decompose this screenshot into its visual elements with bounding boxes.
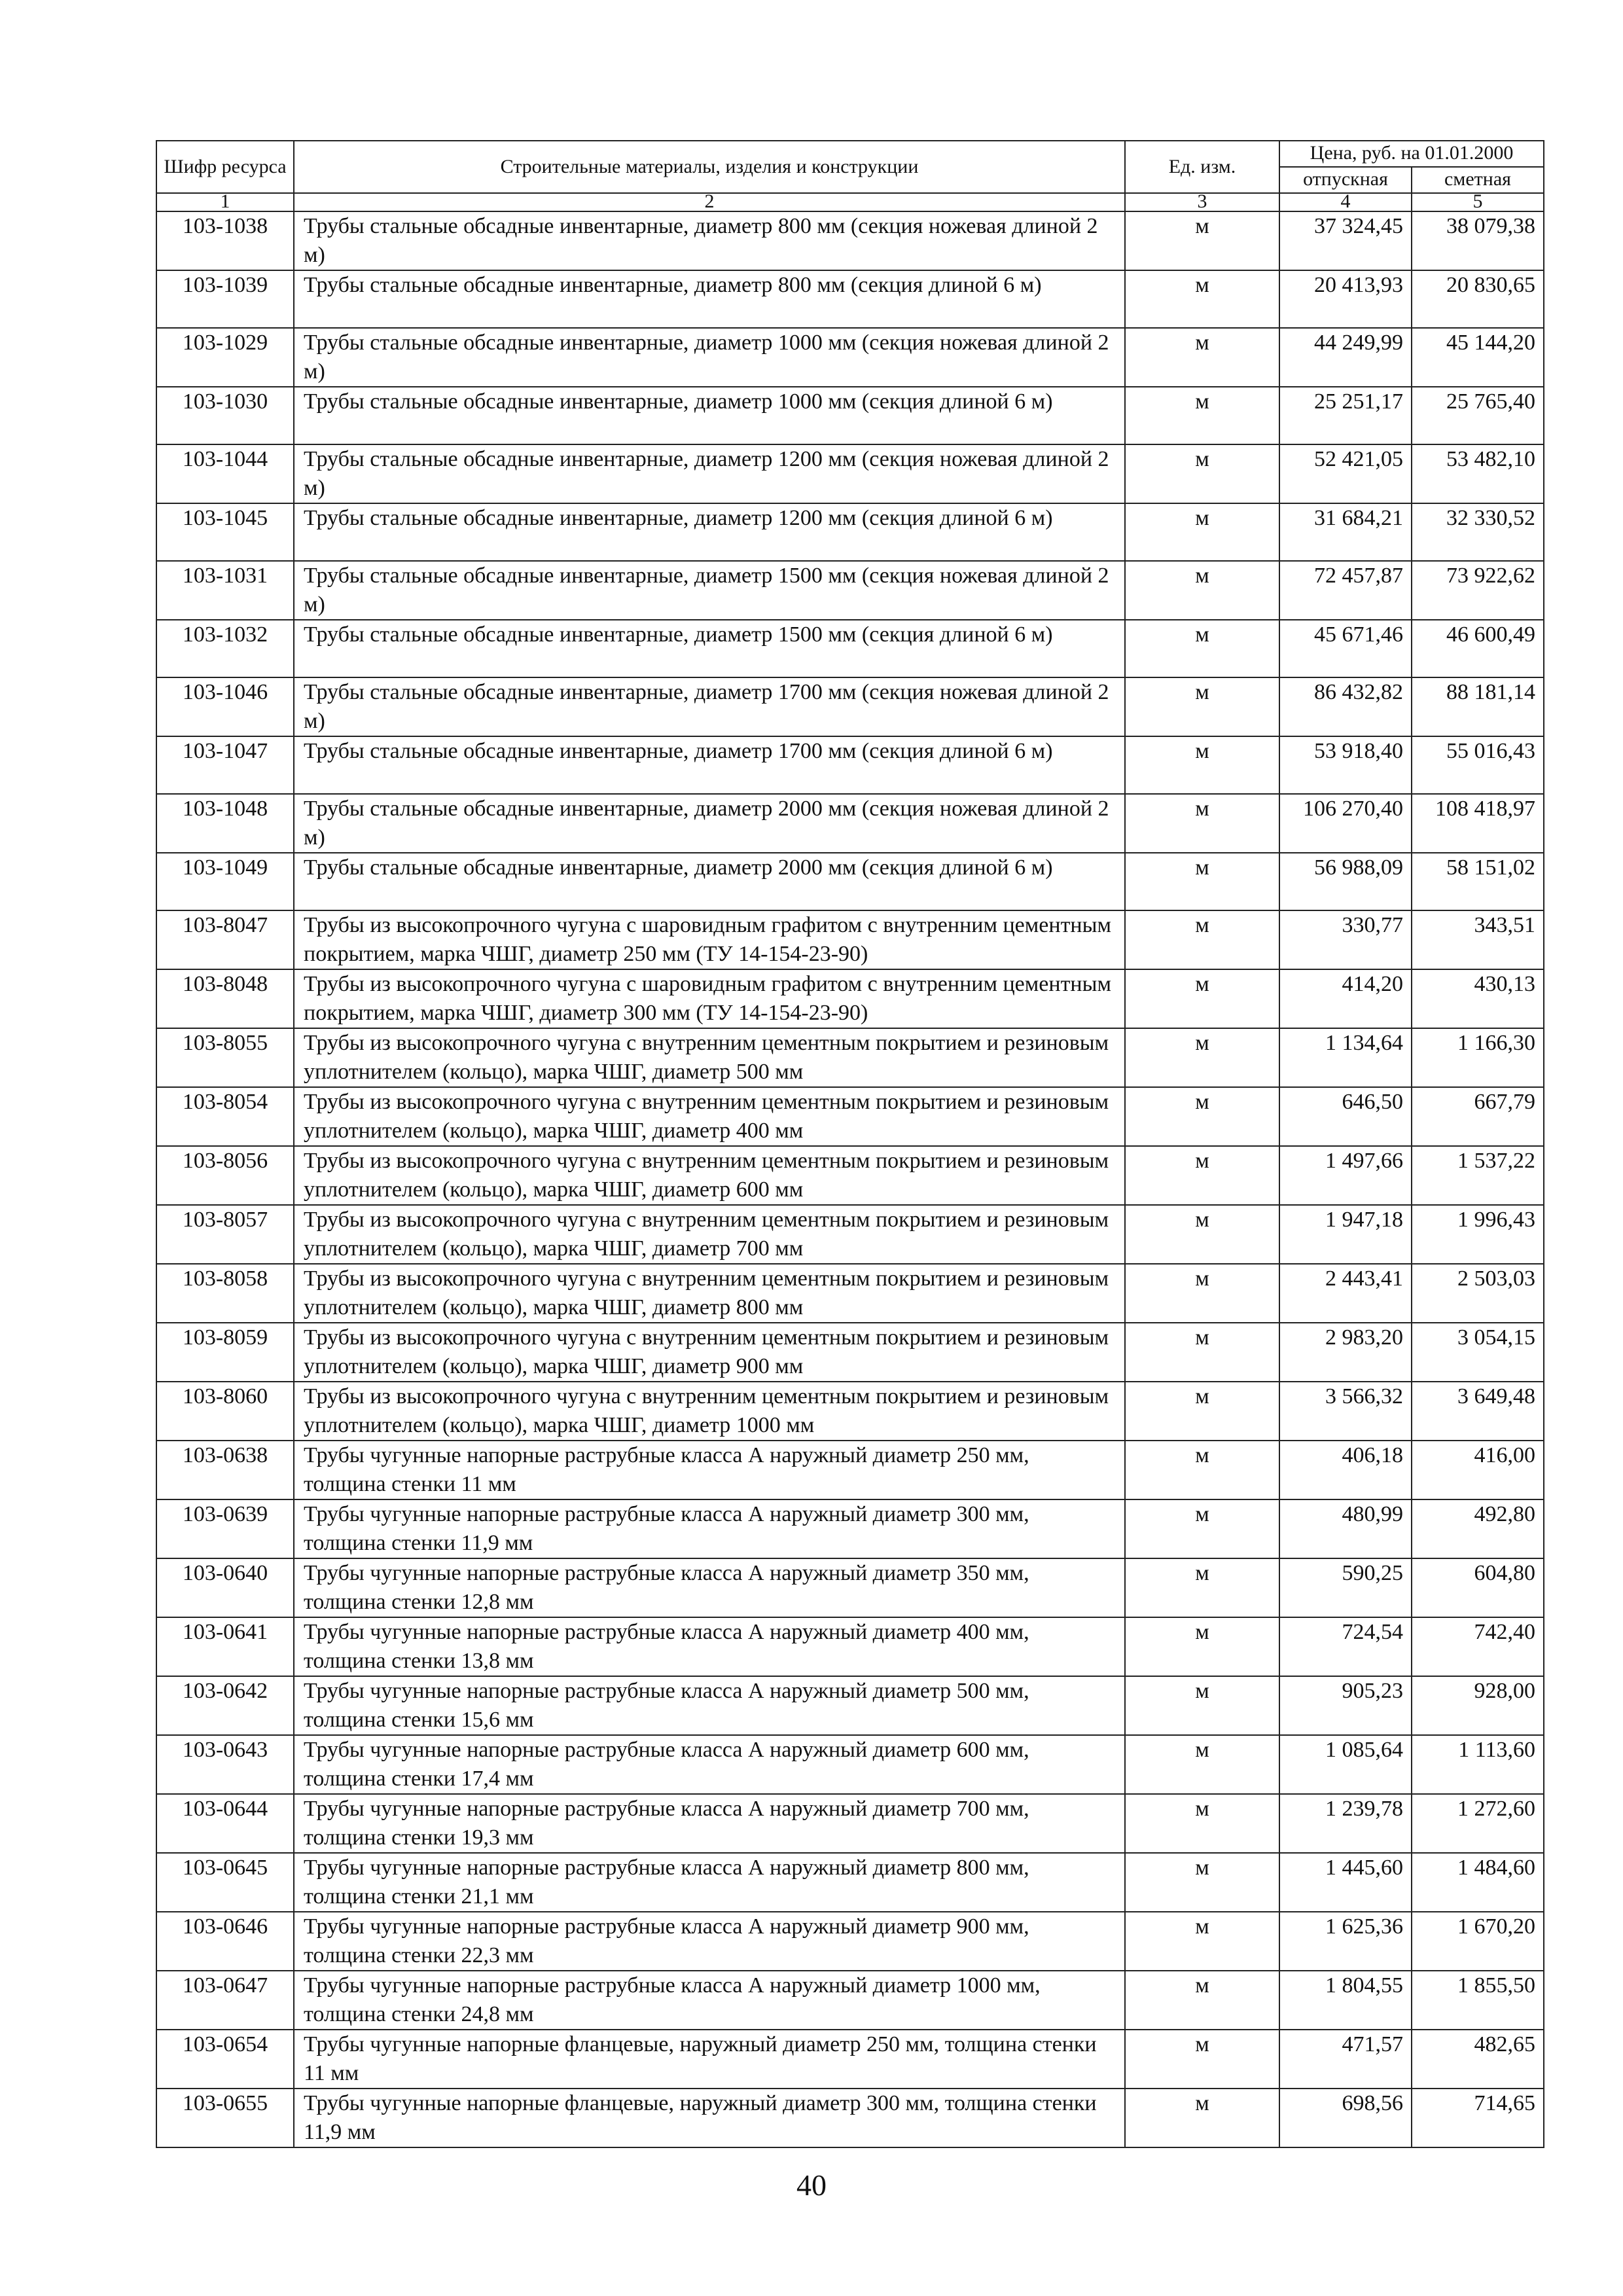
resource-code: 103-0644 [156, 1794, 294, 1853]
table-row [156, 1971, 1544, 2030]
resource-code: 103-0646 [156, 1912, 294, 1971]
release-price: 2 443,41 [1279, 1264, 1412, 1323]
release-price: 52 421,05 [1279, 444, 1412, 503]
material-name: Трубы стальные обсадные инвентарные, диаметр 2000 мм (секция длиной 6 м) [294, 853, 1125, 910]
material-name: Трубы из высокопрочного чугуна с шаровидным графитом с внутренним цементным покрытием, марка ЧШГ, диаметр 300 мм (ТУ 14-154-23-90) [294, 969, 1125, 1028]
material-name: Трубы из высокопрочного чугуна с внутренним цементным покрытием и резиновым уплотнителем (кольцо), марка ЧШГ, диаметр 700 мм [294, 1205, 1125, 1264]
estimate-price: 492,80 [1412, 1499, 1544, 1558]
estimate-price: 482,65 [1412, 2030, 1544, 2089]
table-row [156, 1323, 1544, 1382]
estimate-price: 1 537,22 [1412, 1146, 1544, 1205]
resource-code: 103-1048 [156, 794, 294, 853]
material-name: Трубы из высокопрочного чугуна с шаровидным графитом с внутренним цементным покрытием, марка ЧШГ, диаметр 250 мм (ТУ 14-154-23-90) [294, 910, 1125, 969]
resource-code: 103-0654 [156, 2030, 294, 2089]
estimate-price: 667,79 [1412, 1087, 1544, 1146]
unit-of-measure: м [1125, 620, 1279, 677]
release-price: 37 324,45 [1279, 211, 1412, 270]
table-row [156, 328, 1544, 387]
table-row [156, 2030, 1544, 2089]
unit-of-measure: м [1125, 969, 1279, 1028]
resource-code: 103-1044 [156, 444, 294, 503]
resource-code: 103-0647 [156, 1971, 294, 2030]
unit-of-measure: м [1125, 2030, 1279, 2089]
unit-of-measure: м [1125, 387, 1279, 444]
material-name: Трубы чугунные напорные раструбные класса А наружный диаметр 1000 мм, толщина стенки 24,8 мм [294, 1971, 1125, 2030]
material-name: Трубы стальные обсадные инвентарные, диаметр 2000 мм (секция ножевая длиной 2 м) [294, 794, 1125, 853]
estimate-price: 430,13 [1412, 969, 1544, 1028]
estimate-price: 1 484,60 [1412, 1853, 1544, 1912]
material-name: Трубы чугунные напорные раструбные класса А наружный диаметр 350 мм, толщина стенки 12,8 мм [294, 1558, 1125, 1617]
material-name: Трубы чугунные напорные раструбные класса А наружный диаметр 400 мм, толщина стенки 13,8 мм [294, 1617, 1125, 1676]
estimate-price: 38 079,38 [1412, 211, 1544, 270]
release-price: 1 625,36 [1279, 1912, 1412, 1971]
material-name: Трубы стальные обсадные инвентарные, диаметр 1700 мм (секция ножевая длиной 2 м) [294, 677, 1125, 736]
estimate-price: 928,00 [1412, 1676, 1544, 1735]
release-price: 1 239,78 [1279, 1794, 1412, 1853]
resource-code: 103-8047 [156, 910, 294, 969]
release-price: 86 432,82 [1279, 677, 1412, 736]
table-row [156, 561, 1544, 620]
estimate-price: 73 922,62 [1412, 561, 1544, 620]
unit-of-measure: м [1125, 1617, 1279, 1676]
table-row [156, 677, 1544, 736]
estimate-price: 343,51 [1412, 910, 1544, 969]
unit-of-measure: м [1125, 1028, 1279, 1087]
release-price: 56 988,09 [1279, 853, 1412, 910]
material-name: Трубы стальные обсадные инвентарные, диаметр 1500 мм (секция ножевая длиной 2 м) [294, 561, 1125, 620]
unit-of-measure: м [1125, 1853, 1279, 1912]
release-price: 414,20 [1279, 969, 1412, 1028]
header-code: Шифр ресурса [156, 141, 294, 193]
resource-code: 103-0639 [156, 1499, 294, 1558]
resource-code: 103-8055 [156, 1028, 294, 1087]
unit-of-measure: м [1125, 1971, 1279, 2030]
release-price: 1 085,64 [1279, 1735, 1412, 1794]
release-price: 480,99 [1279, 1499, 1412, 1558]
resource-code: 103-0638 [156, 1441, 294, 1499]
resource-code: 103-1030 [156, 387, 294, 444]
resource-code: 103-8057 [156, 1205, 294, 1264]
material-name: Трубы чугунные напорные раструбные класса А наружный диаметр 900 мм, толщина стенки 22,3 мм [294, 1912, 1125, 1971]
release-price: 2 983,20 [1279, 1323, 1412, 1382]
unit-of-measure: м [1125, 270, 1279, 328]
table-row [156, 1735, 1544, 1794]
estimate-price: 604,80 [1412, 1558, 1544, 1617]
release-price: 72 457,87 [1279, 561, 1412, 620]
estimate-price: 742,40 [1412, 1617, 1544, 1676]
estimate-price: 108 418,97 [1412, 794, 1544, 853]
column-number: 4 [1279, 193, 1412, 211]
release-price: 698,56 [1279, 2089, 1412, 2147]
estimate-price: 46 600,49 [1412, 620, 1544, 677]
unit-of-measure: м [1125, 211, 1279, 270]
release-price: 106 270,40 [1279, 794, 1412, 853]
unit-of-measure: м [1125, 2089, 1279, 2147]
unit-of-measure: м [1125, 1382, 1279, 1441]
material-name: Трубы чугунные напорные раструбные класса А наружный диаметр 600 мм, толщина стенки 17,4 мм [294, 1735, 1125, 1794]
material-name: Трубы стальные обсадные инвентарные, диаметр 1500 мм (секция длиной 6 м) [294, 620, 1125, 677]
table-row [156, 444, 1544, 503]
resource-code: 103-8059 [156, 1323, 294, 1382]
page-number: 40 [796, 2168, 827, 2202]
unit-of-measure: м [1125, 677, 1279, 736]
material-name: Трубы стальные обсадные инвентарные, диаметр 1700 мм (секция длиной 6 м) [294, 736, 1125, 794]
release-price: 1 947,18 [1279, 1205, 1412, 1264]
unit-of-measure: м [1125, 1735, 1279, 1794]
resource-code: 103-8056 [156, 1146, 294, 1205]
resource-code: 103-0655 [156, 2089, 294, 2147]
material-name: Трубы стальные обсадные инвентарные, диаметр 800 мм (секция длиной 6 м) [294, 270, 1125, 328]
unit-of-measure: м [1125, 910, 1279, 969]
unit-of-measure: м [1125, 1912, 1279, 1971]
unit-of-measure: м [1125, 561, 1279, 620]
estimate-price: 20 830,65 [1412, 270, 1544, 328]
resource-code: 103-1031 [156, 561, 294, 620]
estimate-price: 1 670,20 [1412, 1912, 1544, 1971]
estimate-price: 25 765,40 [1412, 387, 1544, 444]
release-price: 3 566,32 [1279, 1382, 1412, 1441]
header-price: Цена, руб. на 01.01.2000 [1279, 141, 1544, 167]
material-name: Трубы чугунные напорные раструбные класса А наружный диаметр 500 мм, толщина стенки 15,6 мм [294, 1676, 1125, 1735]
table-row [156, 1676, 1544, 1735]
table-row [156, 211, 1544, 270]
resource-code: 103-1049 [156, 853, 294, 910]
estimate-price: 1 113,60 [1412, 1735, 1544, 1794]
resource-code: 103-0643 [156, 1735, 294, 1794]
resource-code: 103-8048 [156, 969, 294, 1028]
estimate-price: 714,65 [1412, 2089, 1544, 2147]
unit-of-measure: м [1125, 328, 1279, 387]
material-name: Трубы из высокопрочного чугуна с внутренним цементным покрытием и резиновым уплотнителем (кольцо), марка ЧШГ, диаметр 400 мм [294, 1087, 1125, 1146]
release-price: 1 134,64 [1279, 1028, 1412, 1087]
material-name: Трубы чугунные напорные раструбные класса А наружный диаметр 800 мм, толщина стенки 21,1 мм [294, 1853, 1125, 1912]
material-name: Трубы из высокопрочного чугуна с внутренним цементным покрытием и резиновым уплотнителем (кольцо), марка ЧШГ, диаметр 500 мм [294, 1028, 1125, 1087]
release-price: 646,50 [1279, 1087, 1412, 1146]
unit-of-measure: м [1125, 1441, 1279, 1499]
table-row [156, 1441, 1544, 1499]
estimate-price: 3 649,48 [1412, 1382, 1544, 1441]
unit-of-measure: м [1125, 503, 1279, 561]
resource-code: 103-0645 [156, 1853, 294, 1912]
release-price: 45 671,46 [1279, 620, 1412, 677]
table-row [156, 1382, 1544, 1441]
table-row [156, 1912, 1544, 1971]
release-price: 590,25 [1279, 1558, 1412, 1617]
resource-code: 103-8060 [156, 1382, 294, 1441]
material-name: Трубы стальные обсадные инвентарные, диаметр 800 мм (секция ножевая длиной 2 м) [294, 211, 1125, 270]
table-row [156, 1264, 1544, 1323]
table-row [156, 1794, 1544, 1853]
estimate-price: 55 016,43 [1412, 736, 1544, 794]
release-price: 1 445,60 [1279, 1853, 1412, 1912]
material-name: Трубы чугунные напорные раструбные класса А наружный диаметр 300 мм, толщина стенки 11,9 мм [294, 1499, 1125, 1558]
release-price: 1 804,55 [1279, 1971, 1412, 2030]
resource-code: 103-1039 [156, 270, 294, 328]
resource-code: 103-1029 [156, 328, 294, 387]
column-number: 3 [1125, 193, 1279, 211]
table-row [156, 1146, 1544, 1205]
resource-code: 103-8058 [156, 1264, 294, 1323]
material-name: Трубы чугунные напорные раструбные класса А наружный диаметр 250 мм, толщина стенки 11 мм [294, 1441, 1125, 1499]
table-row [156, 2089, 1544, 2147]
material-name: Трубы стальные обсадные инвентарные, диаметр 1200 мм (секция ножевая длиной 2 м) [294, 444, 1125, 503]
estimate-price: 32 330,52 [1412, 503, 1544, 561]
resource-code: 103-0640 [156, 1558, 294, 1617]
resource-code: 103-1038 [156, 211, 294, 270]
unit-of-measure: м [1125, 1146, 1279, 1205]
table-row [156, 969, 1544, 1028]
estimate-price: 3 054,15 [1412, 1323, 1544, 1382]
resource-code: 103-0641 [156, 1617, 294, 1676]
material-name: Трубы чугунные напорные фланцевые, наружный диаметр 300 мм, толщина стенки 11,9 мм [294, 2089, 1125, 2147]
material-name: Трубы чугунные напорные раструбные класса А наружный диаметр 700 мм, толщина стенки 19,3 мм [294, 1794, 1125, 1853]
header-materials: Строительные материалы, изделия и конструкции [294, 141, 1125, 193]
column-number: 1 [156, 193, 294, 211]
release-price: 471,57 [1279, 2030, 1412, 2089]
table-row [156, 1558, 1544, 1617]
table-row [156, 1853, 1544, 1912]
resource-code: 103-1032 [156, 620, 294, 677]
table-row [156, 1499, 1544, 1558]
release-price: 44 249,99 [1279, 328, 1412, 387]
material-name: Трубы из высокопрочного чугуна с внутренним цементным покрытием и резиновым уплотнителем (кольцо), марка ЧШГ, диаметр 1000 мм [294, 1382, 1125, 1441]
table-row [156, 794, 1544, 853]
release-price: 330,77 [1279, 910, 1412, 969]
resource-code: 103-0642 [156, 1676, 294, 1735]
material-name: Трубы стальные обсадные инвентарные, диаметр 1000 мм (секция ножевая длиной 2 м) [294, 328, 1125, 387]
release-price: 25 251,17 [1279, 387, 1412, 444]
table-row [156, 736, 1544, 794]
table-row [156, 1087, 1544, 1146]
table-row [156, 503, 1544, 561]
release-price: 1 497,66 [1279, 1146, 1412, 1205]
price-table [156, 140, 1544, 2148]
material-name: Трубы стальные обсадные инвентарные, диаметр 1000 мм (секция длиной 6 м) [294, 387, 1125, 444]
table-row [156, 1617, 1544, 1676]
material-name: Трубы из высокопрочного чугуна с внутренним цементным покрытием и резиновым уплотнителем (кольцо), марка ЧШГ, диаметр 800 мм [294, 1264, 1125, 1323]
estimate-price: 1 272,60 [1412, 1794, 1544, 1853]
estimate-price: 1 996,43 [1412, 1205, 1544, 1264]
release-price: 724,54 [1279, 1617, 1412, 1676]
material-name: Трубы стальные обсадные инвентарные, диаметр 1200 мм (секция длиной 6 м) [294, 503, 1125, 561]
unit-of-measure: м [1125, 1558, 1279, 1617]
estimate-price: 1 166,30 [1412, 1028, 1544, 1087]
header-price-release: отпускная [1279, 167, 1412, 193]
release-price: 905,23 [1279, 1676, 1412, 1735]
material-name: Трубы чугунные напорные фланцевые, наружный диаметр 250 мм, толщина стенки 11 мм [294, 2030, 1125, 2089]
resource-code: 103-1045 [156, 503, 294, 561]
estimate-price: 58 151,02 [1412, 853, 1544, 910]
column-number: 5 [1412, 193, 1544, 211]
unit-of-measure: м [1125, 1323, 1279, 1382]
table-row [156, 270, 1544, 328]
estimate-price: 45 144,20 [1412, 328, 1544, 387]
unit-of-measure: м [1125, 1087, 1279, 1146]
unit-of-measure: м [1125, 853, 1279, 910]
table-row [156, 1205, 1544, 1264]
resource-code: 103-1047 [156, 736, 294, 794]
unit-of-measure: м [1125, 1205, 1279, 1264]
resource-code: 103-8054 [156, 1087, 294, 1146]
estimate-price: 416,00 [1412, 1441, 1544, 1499]
unit-of-measure: м [1125, 736, 1279, 794]
table-row [156, 910, 1544, 969]
unit-of-measure: м [1125, 1264, 1279, 1323]
header-unit: Ед. изм. [1125, 141, 1279, 193]
estimate-price: 2 503,03 [1412, 1264, 1544, 1323]
material-name: Трубы из высокопрочного чугуна с внутренним цементным покрытием и резиновым уплотнителем (кольцо), марка ЧШГ, диаметр 600 мм [294, 1146, 1125, 1205]
material-name: Трубы из высокопрочного чугуна с внутренним цементным покрытием и резиновым уплотнителем (кольцо), марка ЧШГ, диаметр 900 мм [294, 1323, 1125, 1382]
table-row [156, 620, 1544, 677]
header-price-estimate: сметная [1412, 167, 1544, 193]
column-number: 2 [294, 193, 1125, 211]
unit-of-measure: м [1125, 444, 1279, 503]
unit-of-measure: м [1125, 1499, 1279, 1558]
unit-of-measure: м [1125, 1794, 1279, 1853]
table-row [156, 853, 1544, 910]
release-price: 406,18 [1279, 1441, 1412, 1499]
release-price: 53 918,40 [1279, 736, 1412, 794]
table-row [156, 1028, 1544, 1087]
estimate-price: 1 855,50 [1412, 1971, 1544, 2030]
release-price: 20 413,93 [1279, 270, 1412, 328]
table-row [156, 387, 1544, 444]
unit-of-measure: м [1125, 1676, 1279, 1735]
resource-code: 103-1046 [156, 677, 294, 736]
estimate-price: 88 181,14 [1412, 677, 1544, 736]
release-price: 31 684,21 [1279, 503, 1412, 561]
unit-of-measure: м [1125, 794, 1279, 853]
estimate-price: 53 482,10 [1412, 444, 1544, 503]
